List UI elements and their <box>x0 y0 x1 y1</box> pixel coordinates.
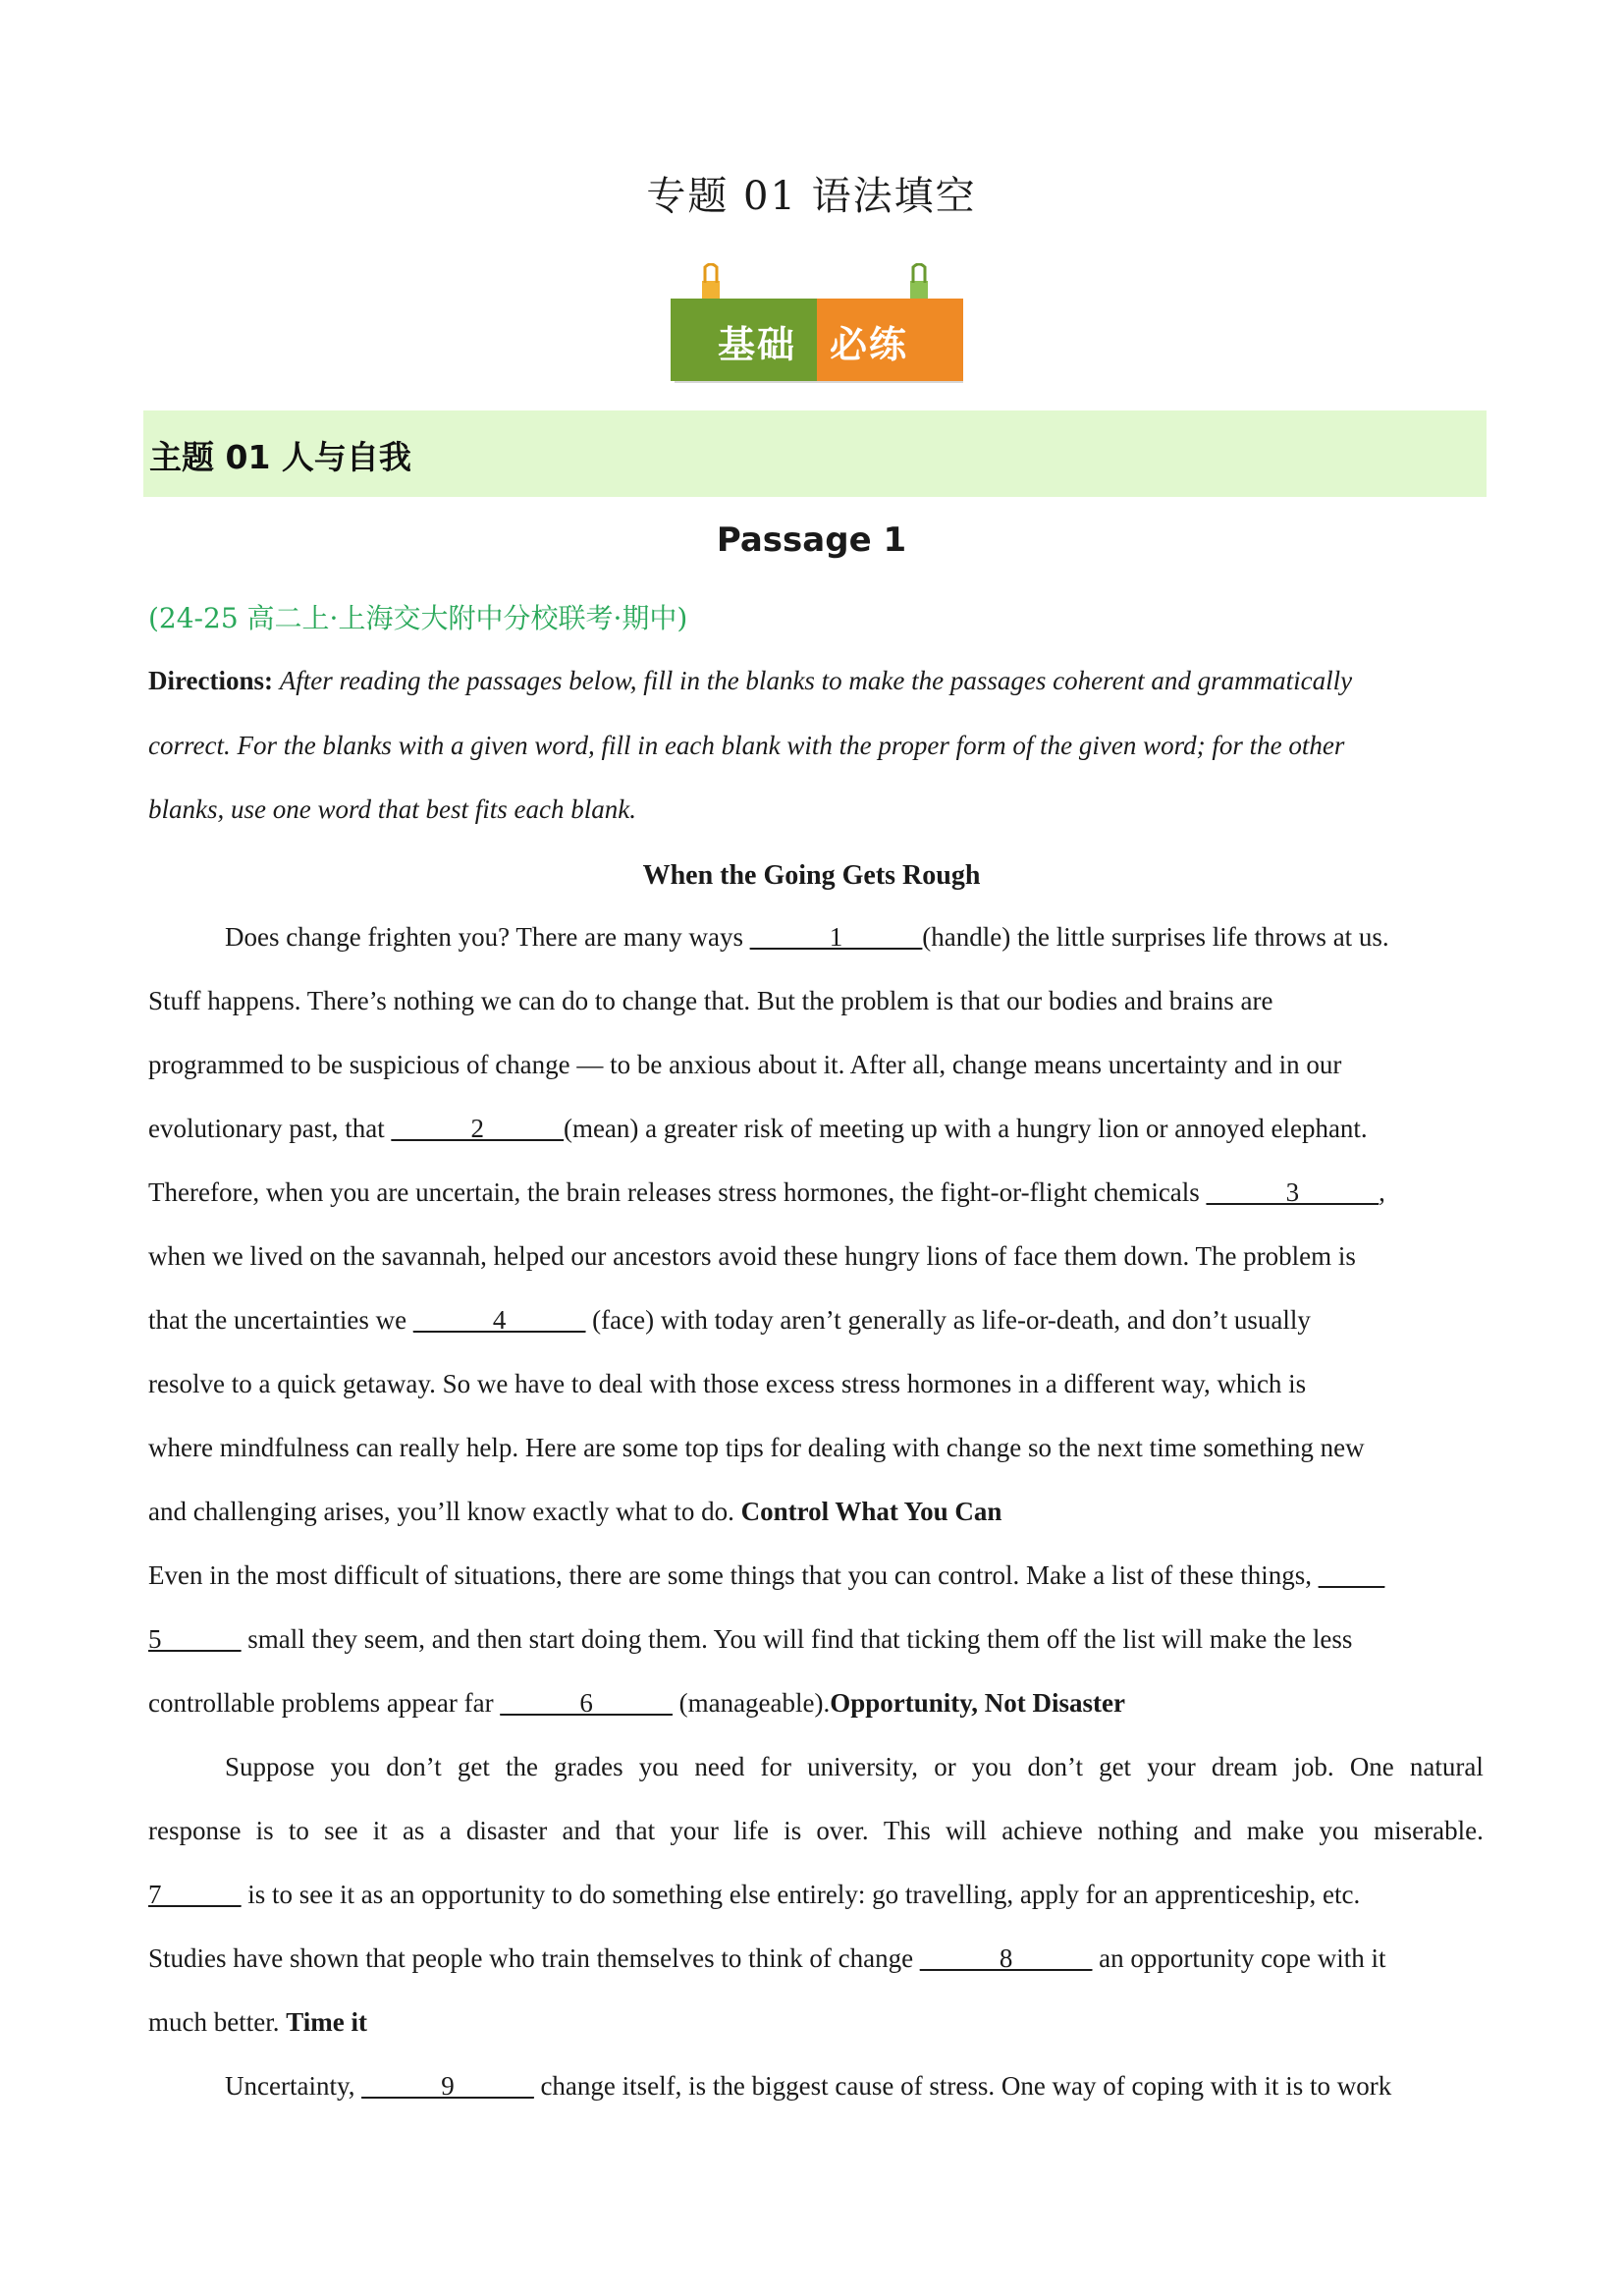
word: Suppose <box>225 1752 315 1781</box>
blank-9[interactable]: ______9______ <box>361 2071 534 2101</box>
word: to <box>288 1816 309 1845</box>
word: see <box>324 1816 358 1845</box>
word: and <box>562 1816 601 1845</box>
word: your <box>1147 1752 1196 1781</box>
body-line: Uncertainty, ______9______ change itself, is the biggest cause of stress. One way of coping with it is to work <box>225 2071 1392 2101</box>
blank-1[interactable]: ______1______ <box>749 922 923 952</box>
word: job. <box>1293 1752 1334 1781</box>
subheading: Opportunity, Not Disaster <box>830 1688 1126 1718</box>
body-line: 5______ small they seem, and then start doing them. You will find that ticking them off the list will make the less <box>148 1624 1353 1654</box>
word: need <box>694 1752 745 1781</box>
word: as <box>402 1816 425 1845</box>
blank-6[interactable]: ______6______ <box>500 1688 673 1718</box>
word: will <box>946 1816 988 1845</box>
paper-clip-icon <box>696 263 726 302</box>
blank-7[interactable]: 7______ <box>148 1880 242 1909</box>
word: or <box>934 1752 956 1781</box>
word: you <box>638 1752 679 1781</box>
body-line: that the uncertainties we ______4______ (face) with today aren’t generally as life-or-death, and don’t usually <box>148 1305 1311 1335</box>
blank-4[interactable]: ______4______ <box>412 1305 586 1335</box>
word: response <box>148 1816 242 1845</box>
directions-line: blanks, use one word that best fits each blank. <box>148 794 636 824</box>
word: is <box>784 1816 802 1845</box>
body-line <box>225 1754 1484 1780</box>
word: it <box>372 1816 388 1845</box>
word: achieve <box>1001 1816 1083 1845</box>
word: university, <box>807 1752 919 1781</box>
word: don’t <box>386 1752 442 1781</box>
body-line: resolve to a quick getaway. So we have to deal with those excess stress hormones in a different way, which is <box>148 1369 1307 1398</box>
body-line: Even in the most difficult of situations, there are some things that you can control. Make a list of these things, _____ <box>148 1560 1385 1590</box>
paper-clip-icon <box>904 263 934 302</box>
body-line: much better. Time it <box>148 2007 367 2037</box>
body-line: Does change frighten you? There are many ways ______1______(handle) the little surprises life throws at us. <box>225 922 1389 952</box>
article-title: When the Going Gets Rough <box>642 860 981 891</box>
word: over. <box>816 1816 869 1845</box>
word: miserable. <box>1374 1816 1484 1845</box>
word: One <box>1349 1752 1394 1781</box>
subheading: Control What You Can <box>740 1497 1002 1526</box>
blank-8[interactable]: ______8______ <box>919 1943 1093 1973</box>
source-note: (24-25 高二上·上海交大附中分校联考·期中) <box>148 602 688 634</box>
word: your <box>670 1816 719 1845</box>
word: you <box>1319 1816 1359 1845</box>
word: a <box>439 1816 452 1845</box>
page-title: 专题 01 语法填空 <box>646 174 977 219</box>
passage-heading: Passage 1 <box>716 520 907 560</box>
word: and <box>1193 1816 1232 1845</box>
subheading: Time it <box>286 2007 367 2037</box>
badge-right-label: 必练 <box>830 323 909 366</box>
body-line: Studies have shown that people who train themselves to think of change ______8______ an opportunity cope with it <box>148 1943 1386 1973</box>
word: you <box>330 1752 371 1781</box>
body-line: 7______ is to see it as an opportunity to do something else entirely: go travelling, apply for an apprenticeship, etc. <box>148 1880 1361 1909</box>
word: for <box>760 1752 791 1781</box>
word: you <box>971 1752 1012 1781</box>
blank-2[interactable]: ______2______ <box>391 1114 564 1143</box>
word: nothing <box>1097 1816 1179 1845</box>
directions-line: correct. For the blanks with a given word, fill in each blank with the proper form of the given word; for the other <box>148 731 1345 760</box>
directions-line <box>148 668 1352 694</box>
blank-5[interactable]: 5______ <box>148 1624 242 1654</box>
directions-text: After reading the passages below, fill in the blanks to make the passages coherent and grammatically <box>279 666 1353 695</box>
body-line: programmed to be suspicious of change — to be anxious about it. After all, change means uncertainty and in our <box>148 1050 1342 1079</box>
body-line: Therefore, when you are uncertain, the brain releases stress hormones, the fight-or-flight chemicals ______3______, <box>148 1177 1385 1207</box>
body-line: Stuff happens. There’s nothing we can do to change that. But the problem is that our bodies and brains are <box>148 986 1273 1015</box>
word: the <box>506 1752 539 1781</box>
blank-5-start[interactable]: _____ <box>1318 1560 1385 1590</box>
word: This <box>883 1816 931 1845</box>
word: natural <box>1409 1752 1484 1781</box>
word: dream <box>1211 1752 1278 1781</box>
body-line: when we lived on the savannah, helped our ancestors avoid these hungry lions of face them down. The problem is <box>148 1241 1356 1271</box>
body-line: and challenging arises, you’ll know exactly what to do. Control What You Can <box>148 1497 1002 1526</box>
topic-title: 主题 01 人与自我 <box>149 438 411 476</box>
word: that <box>615 1816 656 1845</box>
basic-practice-badge <box>671 263 963 381</box>
badge-left-label: 基础 <box>718 323 797 366</box>
body-line: controllable problems appear far ______6______ (manageable).Opportunity, Not Disaster <box>148 1688 1126 1718</box>
body-line: evolutionary past, that ______2______(mean) a greater risk of meeting up with a hungry lion or annoyed elephant. <box>148 1114 1368 1143</box>
body-line: where mindfulness can really help. Here are some top tips for dealing with change so the next time something new <box>148 1433 1365 1462</box>
word: make <box>1246 1816 1305 1845</box>
topic-banner <box>143 410 1487 497</box>
word: get <box>1099 1752 1132 1781</box>
word: grades <box>554 1752 623 1781</box>
word: life <box>733 1816 770 1845</box>
word: disaster <box>465 1816 548 1845</box>
blank-3[interactable]: ______3______ <box>1206 1177 1380 1207</box>
directions-label: Directions: <box>148 666 273 695</box>
word: don’t <box>1027 1752 1083 1781</box>
word: is <box>255 1816 274 1845</box>
body-line <box>148 1818 1484 1844</box>
word: get <box>457 1752 490 1781</box>
